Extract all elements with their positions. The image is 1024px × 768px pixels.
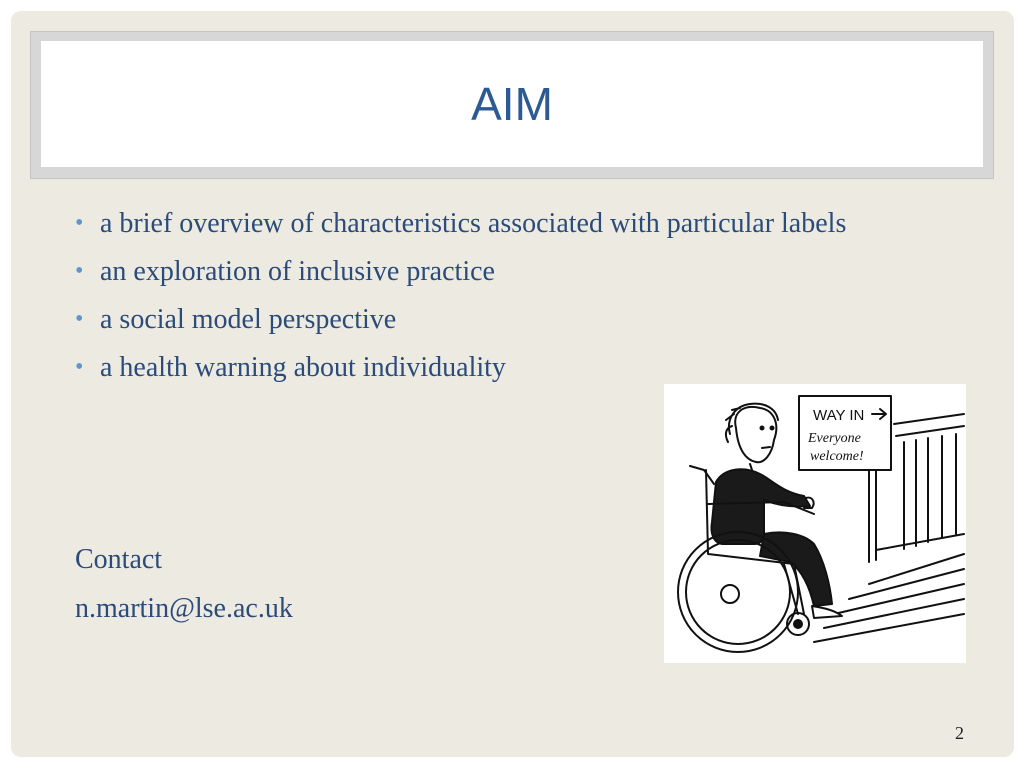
bullet-text: a health warning about individuality — [100, 352, 506, 383]
bullet-item — [75, 347, 945, 388]
slide — [11, 11, 1014, 757]
bullet-icon: • — [75, 306, 84, 332]
page-number: 2 — [955, 723, 964, 743]
title-box — [41, 41, 983, 167]
bullet-text: a social model perspective — [100, 304, 397, 335]
contact-label: Contact — [75, 544, 163, 575]
bullet-icon: • — [75, 258, 84, 284]
contact-email: n.martin@lse.ac.uk — [75, 593, 293, 624]
title-frame — [30, 31, 994, 179]
bullet-text: an exploration of inclusive practice — [100, 256, 495, 287]
bullet-icon: • — [75, 210, 84, 236]
sign-post-drawing — [799, 396, 891, 562]
bullet-item — [75, 299, 945, 340]
bullet-icon: • — [75, 354, 84, 380]
sign-welcome-text: welcome! — [810, 449, 864, 464]
sign-way-in-text: WAY IN — [813, 407, 865, 424]
bullet-item — [75, 251, 945, 292]
slide-title: AIM — [471, 78, 553, 130]
wheelchair-cartoon-image — [664, 384, 966, 663]
bullet-list — [75, 203, 945, 395]
bullet-text: a brief overview of characteristics associated with particular labels — [100, 208, 847, 239]
sign-everyone-text: Everyone — [808, 431, 861, 446]
bullet-item — [75, 203, 945, 244]
